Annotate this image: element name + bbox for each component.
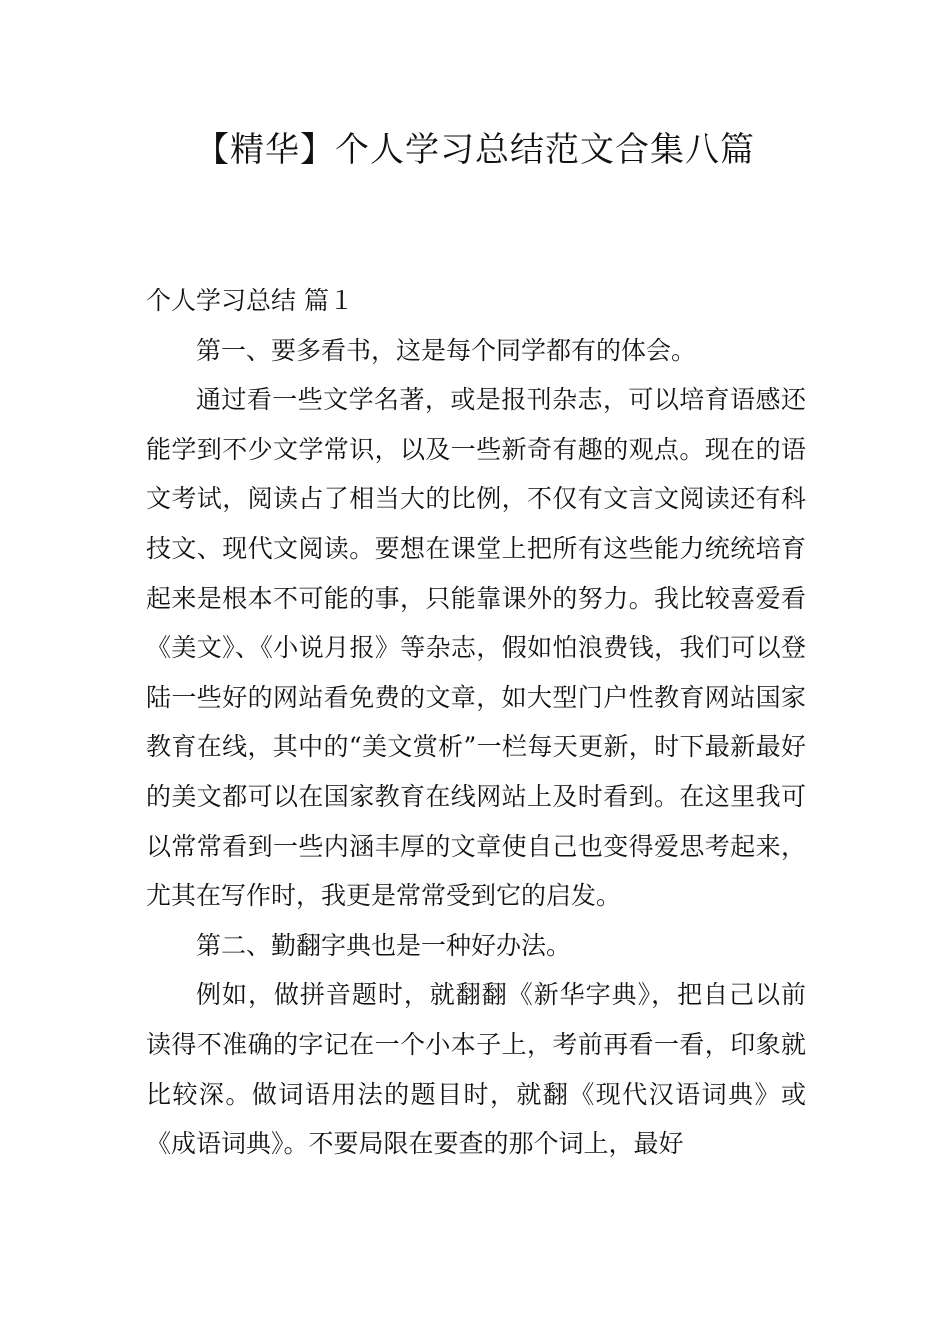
section-heading: 个人学习总结 篇１ [146,286,354,315]
paragraph-2: 通过看一些文学名著，或是报刊杂志，可以培育语感还能学到不少文学常识，以及一些新奇有趣的观点。现在的语文考试，阅读占了相当大的比例，不仅有文言文阅读还有科技文、现代文阅读。要想在课堂上把所有这些能力统统培育起来是根本不可能的事，只能靠课外的努力。我比较喜爱看《美文》、《小说月报》等杂志，假如怕浪费钱，我们可以登陆一些好的网站看免费的文章，如大型门户性教育网站国家教育在线，其中的“美文赏析”一栏每天更新，时下最新最好的美文都可以在国家教育在线网站上及时看到。在这里我可以常常看到一些内涵丰厚的文章使自己也变得爱思考起来，尤其在写作时，我更是常常受到它的启发。 [146,385,806,911]
document-body [146,276,806,1169]
paragraph-4: 例如，做拼音题时，就翻翻《新华字典》，把自己以前读得不准确的字记在一个小本子上，考前再看一看，印象就比较深。做词语用法的题目时，就翻《现代汉语词典》或《成语词典》。不要局限在要查的那个词上，最好 [146,980,806,1159]
paragraph-3: 第二、勤翻字典也是一种好办法。 [196,930,572,960]
paragraph-1: 第一、要多看书，这是每个同学都有的体会。 [196,335,697,365]
document-title: 【精华】个人学习总结范文合集八篇 [195,130,755,170]
